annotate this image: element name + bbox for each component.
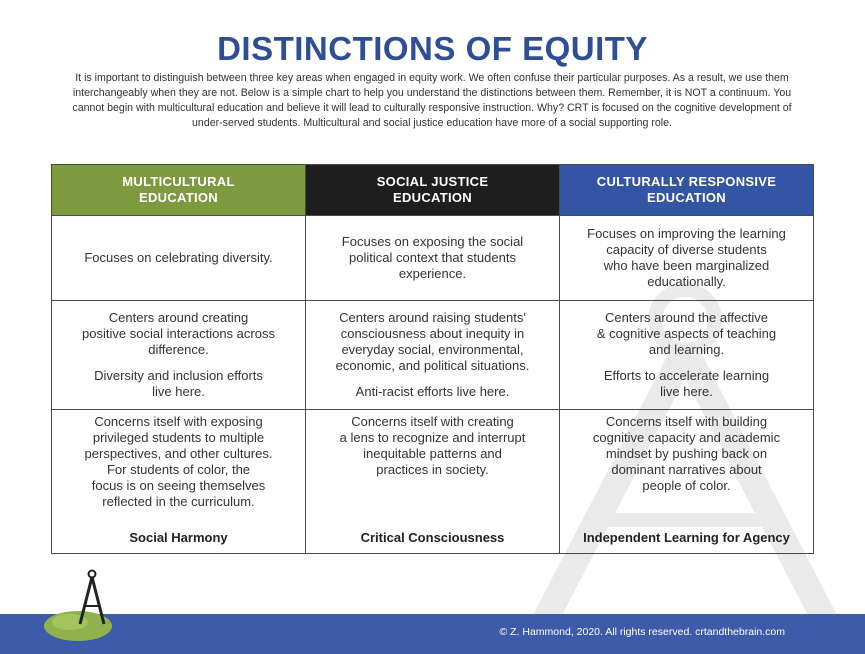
compass-logo-icon <box>40 566 130 641</box>
cell-social-justice-focus: Focuses on exposing the social political context that students experience. <box>306 216 560 301</box>
header-culturally-responsive: CULTURALLY RESPONSIVE EDUCATION <box>560 165 814 216</box>
cell-multicultural-concerns: Concerns itself with exposing privileged students to multiple perspectives, and other cultures. For students of color, the focus is on seeing themselves reflected in the curriculum. Social Harmony <box>52 410 306 554</box>
cell-culturally-responsive-centers: Centers around the affective & cognitive aspects of teaching and learning. Efforts to accelerate learning live here. <box>560 301 814 410</box>
summary-critical-consciousness: Critical Consciousness <box>360 530 505 545</box>
cell-social-justice-concerns: Concerns itself with creating a lens to recognize and interrupt inequitable patterns and practices in society. Critical Consciousness <box>306 410 560 554</box>
table-row-centers <box>52 301 814 410</box>
summary-independent-learning: Independent Learning for Agency <box>583 530 790 545</box>
distinctions-table <box>51 164 814 554</box>
header-multicultural: MULTICULTURAL EDUCATION <box>52 165 306 216</box>
summary-social-harmony: Social Harmony <box>129 530 228 545</box>
cell-social-justice-centers: Centers around raising students' consciousness about inequity in everyday social, environmental, economic, and political situations. Anti-racist efforts live here. <box>306 301 560 410</box>
page-title: DISTINCTIONS OF EQUITY <box>217 30 648 67</box>
table-row-concerns <box>52 410 814 554</box>
cell-culturally-responsive-focus: Focuses on improving the learning capacity of diverse students who have been marginalized educationally. <box>560 216 814 301</box>
header-social-justice: SOCIAL JUSTICE EDUCATION <box>306 165 560 216</box>
cell-culturally-responsive-concerns: Concerns itself with building cognitive capacity and academic mindset by pushing back on dominant narratives about people of color. Independent Learning for Agency <box>560 410 814 554</box>
table-row-focus <box>52 216 814 301</box>
header-row <box>52 165 814 216</box>
copyright-text: © Z. Hammond, 2020. All rights reserved. crtandthebrain.com <box>499 626 785 638</box>
intro-paragraph: It is important to distinguish between three key areas when engaged in equity work. We often confuse their particular purposes. As a result, we use them interchangeably when they are not. Below is a simple chart to help you understand the distinctions between them. Remember, it is NOT a continuum. You cannot begin with multicultural education and believe it will lead to culturally responsive instruction. Why? CRT is focused on the cognitive development of under-served students. Multicultural and social justice education have more of a social supporting role. <box>72 72 792 129</box>
cell-multicultural-focus: Focuses on celebrating diversity. <box>52 216 306 301</box>
cell-multicultural-centers: Centers around creating positive social interactions across difference. Diversity and inclusion efforts live here. <box>52 301 306 410</box>
